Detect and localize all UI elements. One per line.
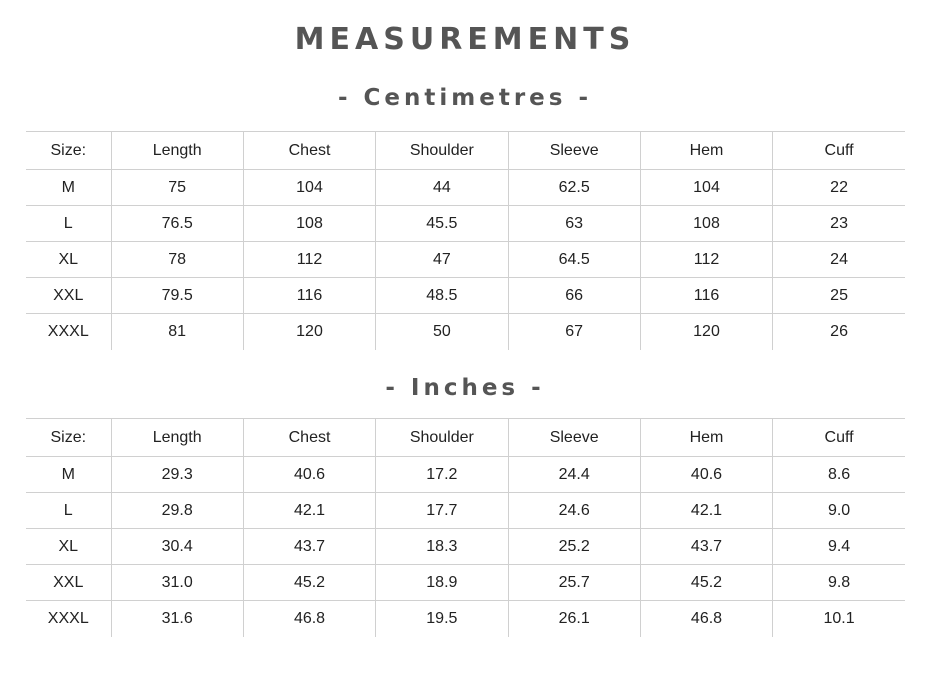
table-cell: 50 [376,314,508,350]
table-cell: 116 [243,278,375,314]
table-cell: 23 [773,206,905,242]
table-cell: XL [26,529,111,565]
table-cell: 29.8 [111,493,243,529]
table-cell: 18.3 [376,529,508,565]
table-row [26,206,905,242]
table-cell: 18.9 [376,565,508,601]
table-row [26,565,905,601]
table-row [26,278,905,314]
table-cell: 9.0 [773,493,905,529]
table-cell: 108 [243,206,375,242]
table-cell: 76.5 [111,206,243,242]
table-cell: XXL [26,565,111,601]
table-cell: 40.6 [243,457,375,493]
table-cell: 66 [508,278,640,314]
measurement-table-inches [26,418,905,637]
table-cell: 17.2 [376,457,508,493]
column-header-chest: Chest [243,419,375,457]
table-cell: L [26,206,111,242]
table-cell: 104 [243,170,375,206]
table-cell: 47 [376,242,508,278]
table-cell: 9.4 [773,529,905,565]
table-cell: 40.6 [640,457,772,493]
table-cell: L [26,493,111,529]
table-cell: 46.8 [640,601,772,637]
table-cell: XXXL [26,601,111,637]
table-cell: 10.1 [823,609,855,627]
table-row [26,170,905,206]
column-header-cuff: Cuff [773,132,905,170]
table-cell: 64.5 [508,242,640,278]
column-header-shoulder: Shoulder [376,132,508,170]
table-row [26,493,905,529]
table-row [26,314,905,350]
page-title: MEASUREMENTS [294,22,636,57]
table-cell: 31.0 [111,565,243,601]
column-header-size: Size: [26,132,111,170]
table-cell: 24.4 [508,457,640,493]
table-row [26,601,905,637]
table-cell: 112 [243,242,375,278]
table-cell: 62.5 [508,170,640,206]
table-cell: 120 [640,314,772,350]
table-cell: 43.7 [243,529,375,565]
section-title-centimetres: - Centimetres - [337,85,593,111]
table-cell: 31.6 [111,601,243,637]
column-header-chest: Chest [243,132,375,170]
table-cell: XL [26,242,111,278]
table-cell: 81 [111,314,243,350]
table-row [26,242,905,278]
table-cell: 25.7 [508,565,640,601]
column-header-hem: Hem [640,419,772,457]
table-cell: 26.1 [508,601,640,637]
table-header-row [26,419,905,457]
column-header-hem: Hem [640,132,772,170]
table-cell: 24 [773,242,905,278]
table-cell: XXL [26,278,111,314]
table-cell: 67 [508,314,640,350]
table-cell: 44 [376,170,508,206]
table-cell: 45.5 [376,206,508,242]
table-row [26,457,905,493]
table-cell: 25 [773,278,905,314]
table-cell: 46.8 [243,601,375,637]
table-cell: 26 [830,322,848,340]
column-header-length: Length [111,419,243,457]
table-cell: 112 [640,242,772,278]
table-cell: 17.7 [376,493,508,529]
table-cell: 29.3 [111,457,243,493]
table-cell: 45.2 [640,565,772,601]
table-cell: 9.8 [773,565,905,601]
table-cell: 8.6 [773,457,905,493]
section-title-inches: - Inches - [385,375,545,401]
column-header-cuff: Cuff [773,419,905,457]
table-cell: 108 [640,206,772,242]
table-cell: M [26,170,111,206]
table-cell: 63 [508,206,640,242]
column-header-sleeve: Sleeve [508,419,640,457]
table-cell: 79.5 [111,278,243,314]
table-cell: 25.2 [508,529,640,565]
column-header-sleeve: Sleeve [508,132,640,170]
table-cell: 30.4 [111,529,243,565]
table-cell: 24.6 [508,493,640,529]
table-cell: 19.5 [376,601,508,637]
table-row [26,529,905,565]
table-cell: 120 [243,314,375,350]
table-cell: 45.2 [243,565,375,601]
table-cell: M [26,457,111,493]
table-cell: 22 [773,170,905,206]
table-cell: XXXL [26,314,111,350]
column-header-length: Length [111,132,243,170]
table-cell: 42.1 [243,493,375,529]
table-cell: 43.7 [640,529,772,565]
column-header-size: Size: [26,419,111,457]
table-header-row [26,132,905,170]
column-header-shoulder: Shoulder [376,419,508,457]
table-cell: 78 [111,242,243,278]
table-cell: 116 [640,278,772,314]
table-cell: 104 [640,170,772,206]
table-cell: 75 [111,170,243,206]
table-cell: 48.5 [376,278,508,314]
table-cell: 42.1 [640,493,772,529]
measurement-table-centimetres [26,131,905,350]
